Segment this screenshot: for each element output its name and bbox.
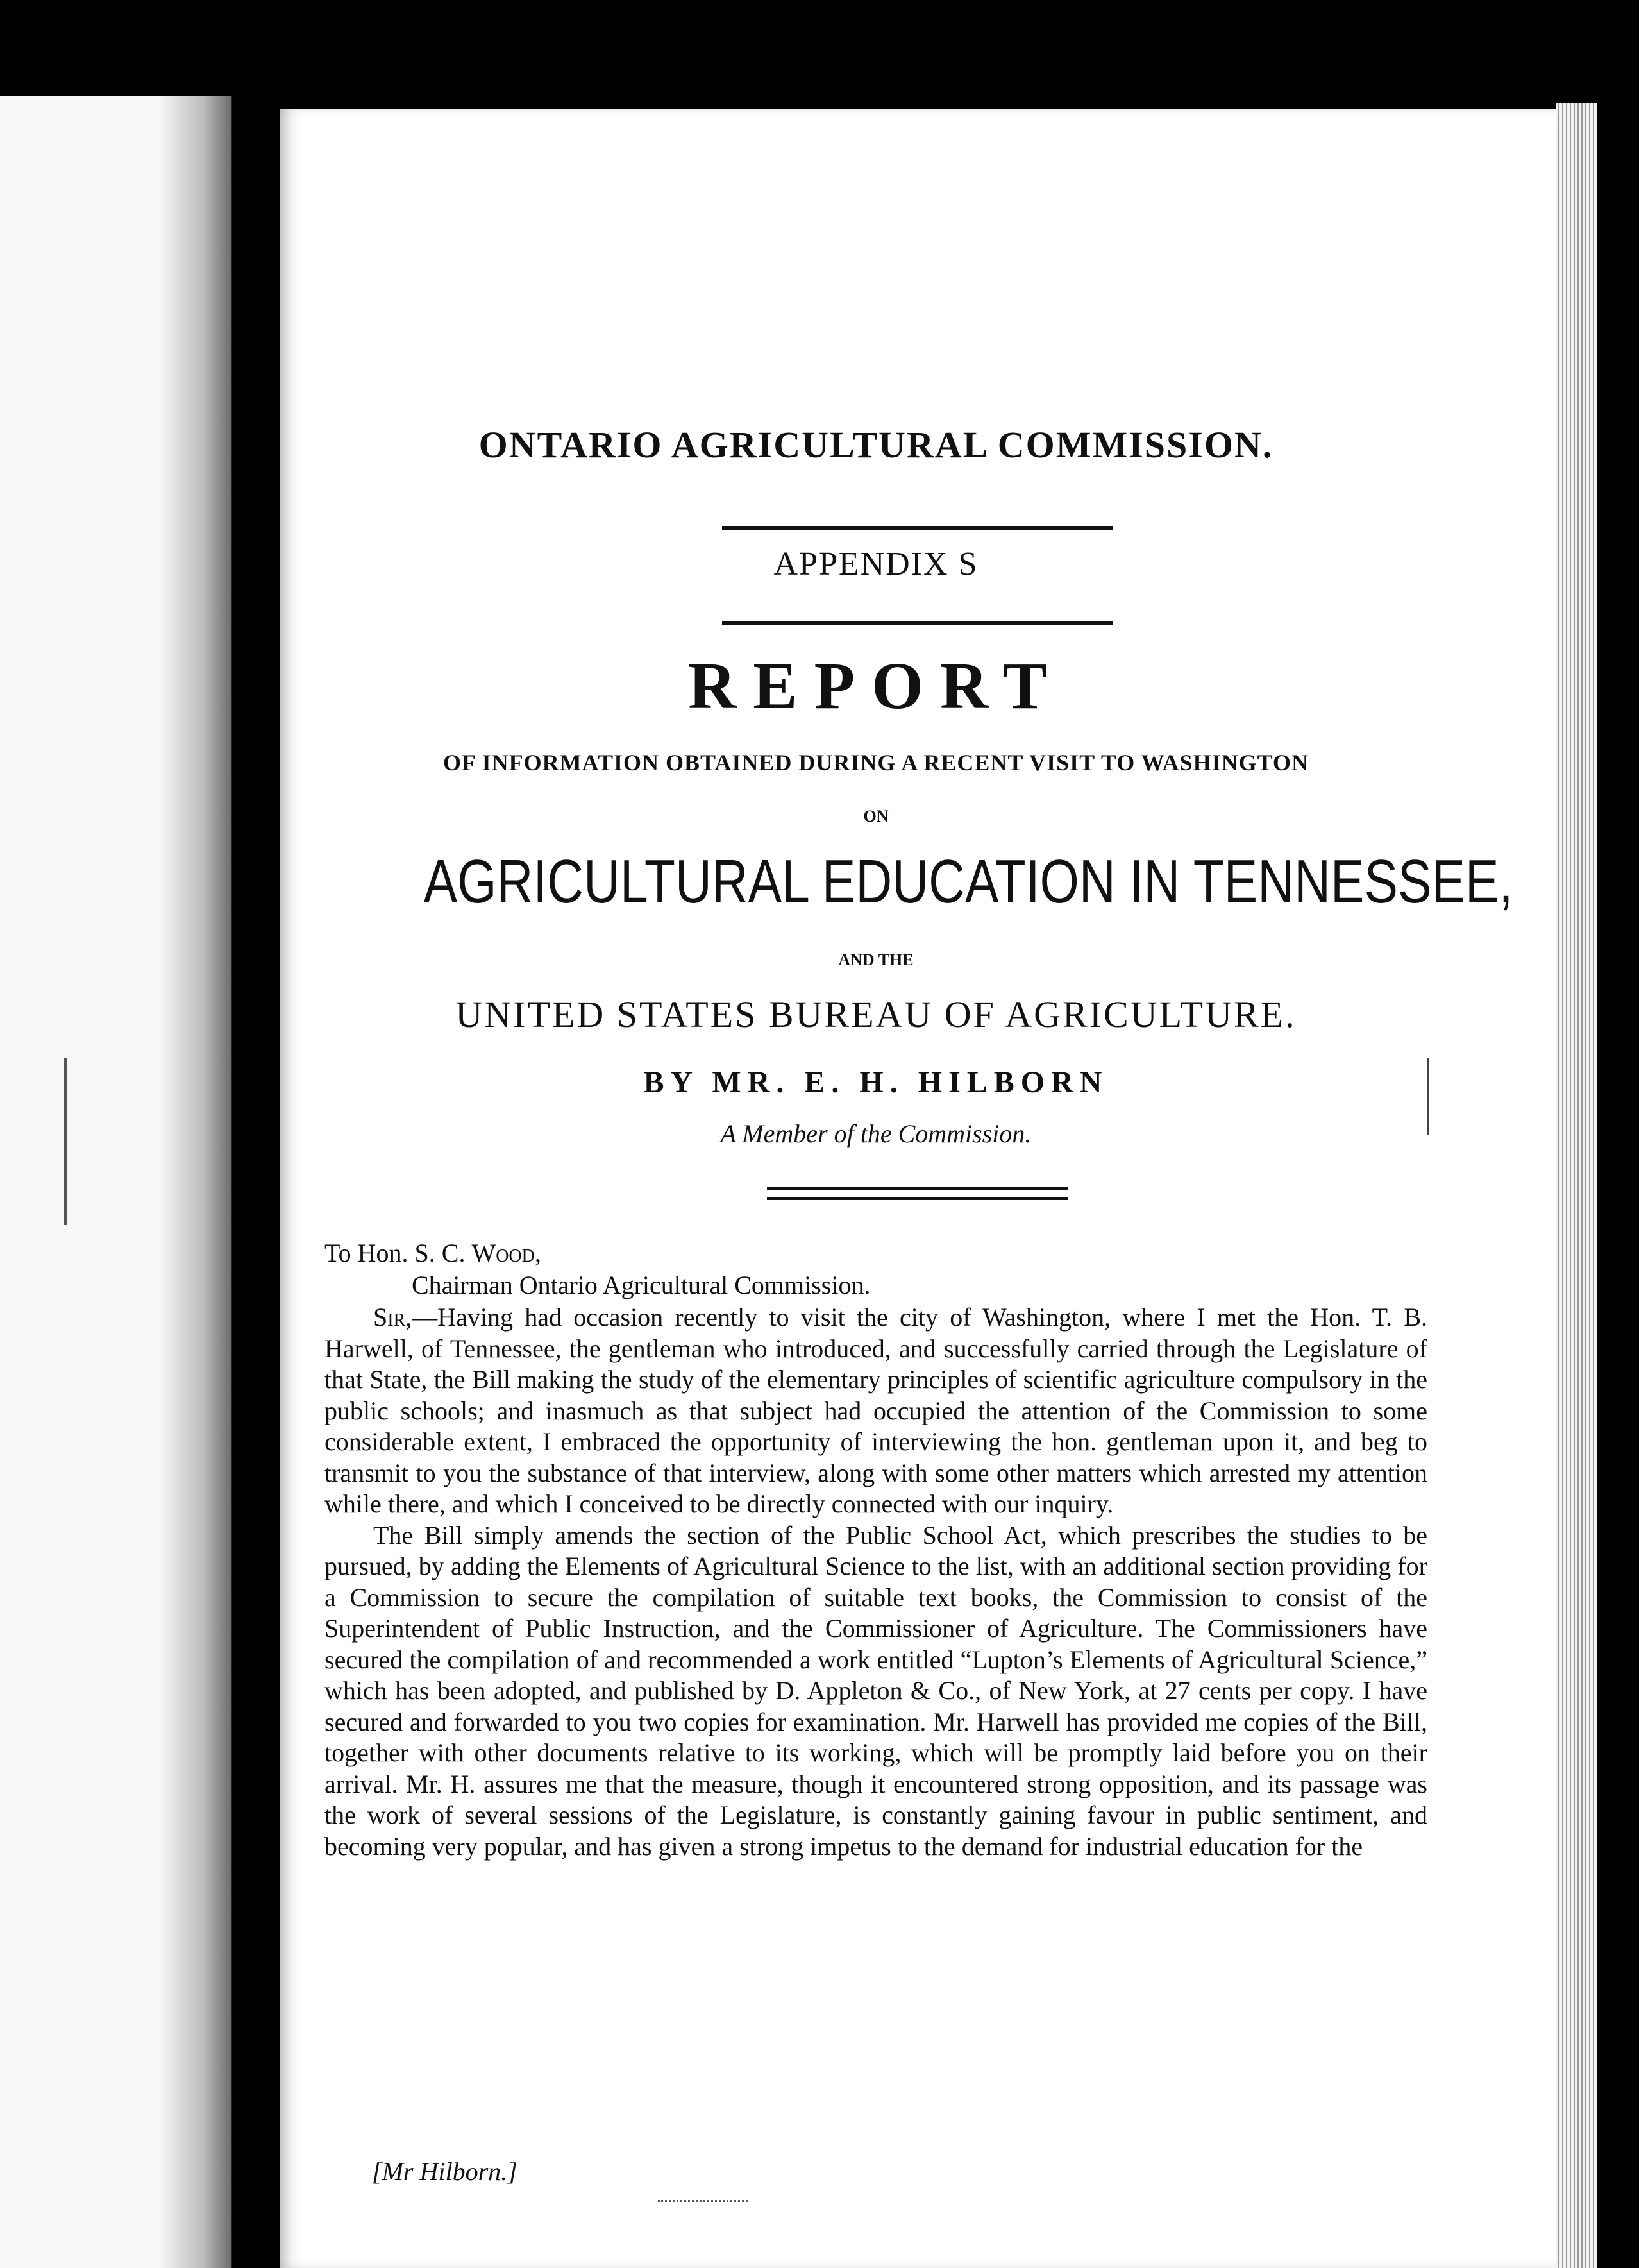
addressee-title: Chairman Ontario Agricultural Commission. bbox=[412, 1271, 871, 1299]
appendix-rule bbox=[722, 621, 1113, 625]
report-heading: REPORT bbox=[688, 649, 1064, 723]
addressee-prefix: To Hon. S. C. bbox=[324, 1239, 472, 1267]
paragraph-1 bbox=[324, 1302, 1427, 1520]
main-title: AGRICULTURAL EDUCATION IN TENNESSEE, bbox=[423, 847, 1513, 916]
report-subtitle: OF INFORMATION OBTAINED DURING A RECENT VISIT TO WASHINGTON bbox=[443, 750, 1309, 775]
author-role: A Member of the Commission. bbox=[720, 1119, 1032, 1148]
page-signature: [Mr Hilborn.] bbox=[372, 2157, 517, 2186]
separator-rule-upper bbox=[767, 1187, 1068, 1190]
on-connector: ON bbox=[863, 807, 889, 825]
page-stack-edge bbox=[1556, 103, 1597, 2268]
paragraph-1-text: —Having had occasion recently to visit the city of Washington, where I met the Hon. T. B. Harwell, of Tennessee, the gentleman who introduced, and successfully carried through the Legislature of that State, the Bill making the study of the elementary principles of scientific agriculture compulsory in the public schools; and inasmuch as that subject had occupied the attention of the Commission to some considerable extent, I embraced the opportunity of interviewing the hon. gentleman upon it, and beg to transmit to you the substance of that interview, along with some other matters which arrested my attention while there, and which I conceived to be directly connected with our inquiry. bbox=[324, 1303, 1427, 1518]
addressee-line bbox=[324, 1238, 541, 1269]
salutation: Sir, bbox=[373, 1303, 412, 1332]
and-the-connector: AND THE bbox=[838, 951, 914, 969]
letter-body bbox=[324, 1302, 1427, 1862]
commission-title: ONTARIO AGRICULTURAL COMMISSION. bbox=[478, 424, 1273, 466]
bureau-heading: UNITED STATES BUREAU OF AGRICULTURE. bbox=[455, 994, 1297, 1035]
document-page bbox=[280, 109, 1556, 2268]
previous-page bbox=[0, 96, 232, 2268]
separator-rule-lower bbox=[767, 1197, 1068, 1200]
addressee-name: Wood, bbox=[471, 1239, 541, 1267]
binding-shadow bbox=[160, 96, 231, 2268]
ink-smudge bbox=[658, 2200, 748, 2202]
appendix-heading: APPENDIX S bbox=[773, 546, 979, 582]
author-byline: BY MR. E. H. HILBORN bbox=[643, 1065, 1109, 1099]
top-rule bbox=[722, 526, 1113, 530]
margin-line bbox=[1427, 1058, 1429, 1135]
paragraph-2: The Bill simply amends the section of the Public School Act, which prescribes the studies to be pursued, by adding the Elements of Agricultural Science to the list, with an additional section providing for a Commission to secure the compilation of suitable text books, the Commission to consist of the Superintendent of Public Instruction, and the Commissioner of Agriculture. The Commissioners have secured the compilation of and recommended a work entitled “Lupton’s Elements of Agricultural Science,” which has been adopted, and published by D. Appleton & Co., of New York, at 27 cents per copy. I have secured and forwarded to you two copies for examination. Mr. Harwell has provided me copies of the Bill, together with other documents relative to its working, which will be promptly laid before you on their arrival. Mr. H. assures me that the measure, though it encountered strong opposition, and its passage was the work of several sessions of the Legislature, is constantly gaining favour in public sentiment, and becoming very popular, and has given a strong impetus to the demand for industrial education for the bbox=[324, 1520, 1427, 1861]
margin-mark bbox=[64, 1058, 73, 1225]
